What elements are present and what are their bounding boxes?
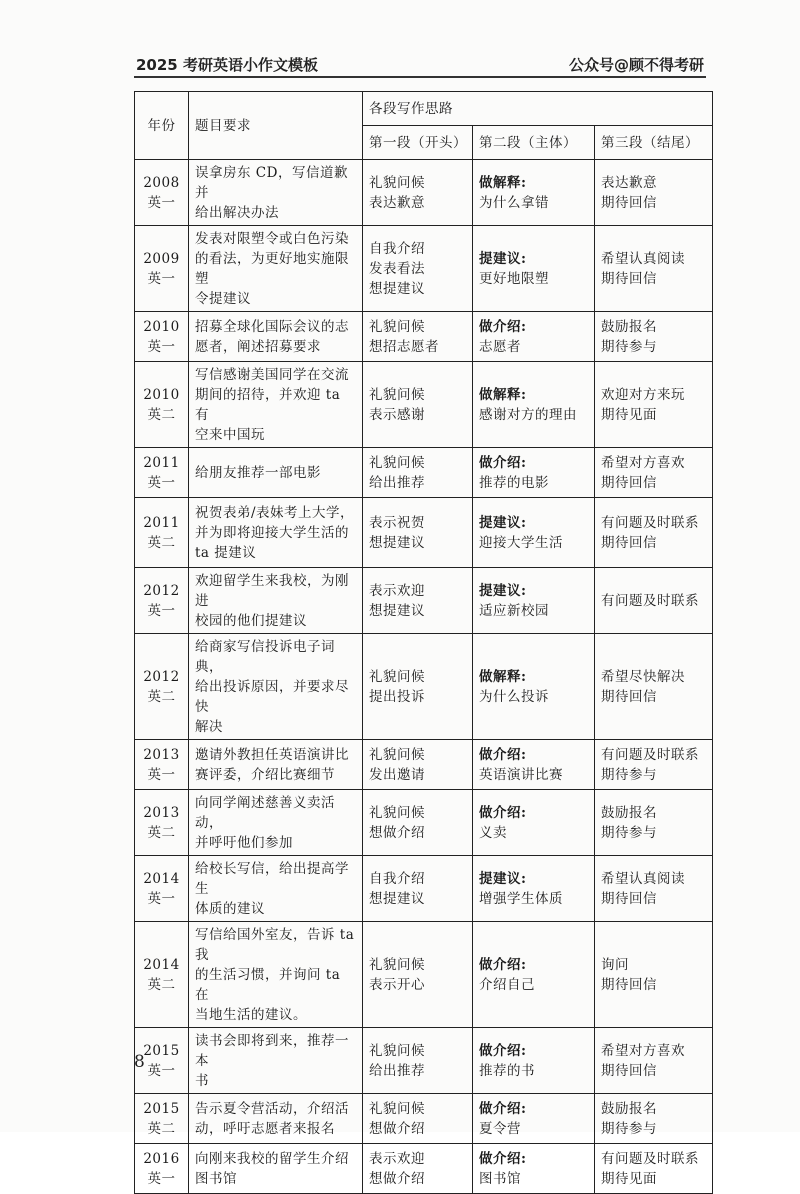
exam-type: 英二 (147, 689, 176, 705)
year-value: 2012 (143, 583, 180, 599)
paragraph-1-item: 礼貌问候 (369, 455, 425, 471)
year-value: 2010 (143, 387, 180, 403)
paragraph-1-item: 想做介绍 (369, 1121, 425, 1137)
cell-paragraph-2 (473, 448, 595, 498)
cell-year (135, 1144, 189, 1194)
paragraph-2-detail: 介绍自己 (479, 977, 535, 993)
paragraph-2-label: 提建议: (479, 515, 527, 531)
paragraph-2-label: 做介绍: (479, 319, 527, 335)
year-value: 2012 (143, 669, 180, 685)
paragraph-1-item: 礼貌问候 (369, 747, 425, 763)
paragraph-2-detail: 志愿者 (479, 339, 521, 355)
paragraph-2-label: 做解释: (479, 387, 527, 403)
paragraph-2-label: 做介绍: (479, 455, 527, 471)
cell-topic (189, 740, 363, 790)
cell-paragraph-2 (473, 1144, 595, 1194)
table-row (135, 568, 713, 634)
paragraph-3-item: 鼓励报名 (601, 319, 657, 335)
paragraph-3-item: 希望尽快解决 (601, 669, 685, 685)
cell-paragraph-3 (595, 1144, 713, 1194)
cell-paragraph-2 (473, 312, 595, 362)
cell-year (135, 160, 189, 226)
year-value: 2009 (143, 251, 180, 267)
paragraph-2-detail: 为什么拿错 (479, 195, 549, 211)
cell-year (135, 740, 189, 790)
exam-type: 英二 (147, 977, 176, 993)
paragraph-2-label: 提建议: (479, 251, 527, 267)
cell-paragraph-3 (595, 312, 713, 362)
topic-line: 当地生活的建议。 (195, 1007, 307, 1023)
cell-paragraph-2 (473, 740, 595, 790)
topic-line: 向同学阐述慈善义卖活动， (195, 795, 335, 831)
cell-paragraph-1 (363, 740, 473, 790)
exam-type: 英一 (147, 1063, 176, 1079)
table-row (135, 790, 713, 856)
paragraph-3-item: 期待参与 (601, 339, 657, 355)
year-value: 2015 (143, 1043, 180, 1059)
cell-year (135, 634, 189, 740)
cell-paragraph-3 (595, 568, 713, 634)
cell-paragraph-2 (473, 160, 595, 226)
cell-paragraph-2 (473, 1094, 595, 1144)
paragraph-3-item: 有问题及时联系 (601, 593, 699, 609)
topic-line: 的生活习惯，并询问 ta 在 (195, 967, 341, 1003)
cell-paragraph-1 (363, 362, 473, 448)
cell-paragraph-3 (595, 498, 713, 568)
paragraph-3-item: 期待回信 (601, 1063, 657, 1079)
paragraph-3-item: 欢迎对方来玩 (601, 387, 685, 403)
paragraph-1-item: 礼貌问候 (369, 669, 425, 685)
exam-type: 英一 (147, 475, 176, 491)
paragraph-3-item: 希望对方喜欢 (601, 455, 685, 471)
table-row (135, 1094, 713, 1144)
cell-paragraph-1 (363, 856, 473, 922)
cell-year (135, 226, 189, 312)
paragraph-2-detail: 为什么投诉 (479, 689, 549, 705)
cell-paragraph-1 (363, 226, 473, 312)
topic-line: 并呼吁他们参加 (195, 835, 293, 851)
year-value: 2016 (143, 1151, 180, 1167)
exam-type: 英一 (147, 767, 176, 783)
paragraph-1-item: 自我介绍 (369, 871, 425, 887)
cell-paragraph-3 (595, 160, 713, 226)
paragraph-2-label: 做介绍: (479, 1101, 527, 1117)
table-row (135, 160, 713, 226)
cell-paragraph-2 (473, 498, 595, 568)
paragraph-1-item: 礼貌问候 (369, 1101, 425, 1117)
paragraph-2-label: 做介绍: (479, 957, 527, 973)
table-row (135, 362, 713, 448)
paragraph-1-item: 想提建议 (369, 891, 425, 907)
cell-paragraph-1 (363, 448, 473, 498)
year-value: 2011 (143, 455, 180, 471)
cell-paragraph-1 (363, 1028, 473, 1094)
paragraph-3-item: 期待见面 (601, 1171, 657, 1187)
paragraph-3-item: 期待回信 (601, 977, 657, 993)
cell-paragraph-2 (473, 226, 595, 312)
topic-line: 向刚来我校的留学生介绍 (195, 1151, 349, 1167)
paragraph-2-label: 提建议: (479, 871, 527, 887)
topic-line: 给校长写信，给出提高学生 (195, 861, 349, 897)
cell-paragraph-3 (595, 226, 713, 312)
cell-topic (189, 448, 363, 498)
paragraph-1-item: 想提建议 (369, 603, 425, 619)
topic-line: 读书会即将到来，推荐一本 (195, 1033, 349, 1069)
col-header-paragraph-2: 第二段（主体） (473, 126, 595, 160)
paragraph-3-item: 希望认真阅读 (601, 871, 685, 887)
topic-line: 令提建议 (195, 291, 251, 307)
paragraph-1-item: 表示欢迎 (369, 1151, 425, 1167)
cell-topic (189, 498, 363, 568)
cell-paragraph-3 (595, 790, 713, 856)
paragraph-1-item: 表示祝贺 (369, 515, 425, 531)
paragraph-2-detail: 迎接大学生活 (479, 535, 563, 551)
cell-paragraph-1 (363, 312, 473, 362)
cell-year (135, 856, 189, 922)
table-body (135, 160, 713, 1194)
cell-topic (189, 1144, 363, 1194)
table-row (135, 226, 713, 312)
cell-paragraph-3 (595, 856, 713, 922)
exam-type: 英一 (147, 271, 176, 287)
exam-type: 英一 (147, 603, 176, 619)
paragraph-1-item: 礼貌问候 (369, 387, 425, 403)
paragraph-3-item: 询问 (601, 957, 629, 973)
cell-topic (189, 1094, 363, 1144)
cell-paragraph-3 (595, 362, 713, 448)
cell-paragraph-2 (473, 568, 595, 634)
exam-type: 英二 (147, 407, 176, 423)
exam-type: 英二 (147, 825, 176, 841)
cell-topic (189, 312, 363, 362)
topic-line: 解决 (195, 719, 223, 735)
topic-line: 发表对限塑令或白色污染 (195, 231, 349, 247)
year-value: 2014 (143, 871, 180, 887)
header-source: 公众号@顾不得考研 (568, 56, 704, 74)
topic-line: 给朋友推荐一部电影 (195, 465, 321, 481)
table-header-row-top (135, 92, 713, 126)
paragraph-2-detail: 增强学生体质 (479, 891, 563, 907)
cell-topic (189, 568, 363, 634)
paragraph-1-item: 发表看法 (369, 261, 425, 277)
exam-type: 英一 (147, 891, 176, 907)
cell-paragraph-2 (473, 634, 595, 740)
paragraph-1-item: 自我介绍 (369, 241, 425, 257)
exam-type: 英一 (147, 1171, 176, 1187)
cell-topic (189, 1028, 363, 1094)
cell-topic (189, 362, 363, 448)
topic-line: 图书馆 (195, 1171, 237, 1187)
paragraph-2-label: 做解释: (479, 175, 527, 191)
year-value: 2013 (143, 805, 180, 821)
year-value: 2014 (143, 957, 180, 973)
cell-paragraph-1 (363, 922, 473, 1028)
paragraph-2-label: 做介绍: (479, 805, 527, 821)
cell-paragraph-1 (363, 634, 473, 740)
exam-type: 英一 (147, 339, 176, 355)
paragraph-3-item: 期待回信 (601, 271, 657, 287)
paragraph-2-label: 做介绍: (479, 1151, 527, 1167)
topic-line: 动，呼吁志愿者来报名 (195, 1121, 335, 1137)
paragraph-3-item: 鼓励报名 (601, 805, 657, 821)
exam-type: 英二 (147, 535, 176, 551)
year-value: 2015 (143, 1101, 180, 1117)
table-row (135, 1144, 713, 1194)
running-header (136, 52, 704, 76)
cell-year (135, 312, 189, 362)
table-row (135, 1028, 713, 1094)
col-header-paragraph-1: 第一段（开头） (363, 126, 473, 160)
cell-year (135, 1094, 189, 1144)
table-row (135, 922, 713, 1028)
cell-topic (189, 226, 363, 312)
paragraph-2-detail: 更好地限塑 (479, 271, 549, 287)
topic-line: 赛评委，介绍比赛细节 (195, 767, 335, 783)
cell-paragraph-2 (473, 922, 595, 1028)
table-row (135, 634, 713, 740)
paragraph-1-item: 表示欢迎 (369, 583, 425, 599)
col-header-paragraph-plan: 各段写作思路 (363, 92, 713, 126)
paragraph-3-item: 期待参与 (601, 767, 657, 783)
paragraph-1-item: 想做介绍 (369, 825, 425, 841)
paragraph-1-item: 提出投诉 (369, 689, 425, 705)
topic-line: 给商家写信投诉电子词典， (195, 639, 335, 675)
cell-paragraph-1 (363, 790, 473, 856)
cell-paragraph-3 (595, 922, 713, 1028)
cell-topic (189, 160, 363, 226)
writing-outline-table (134, 91, 713, 1194)
cell-paragraph-3 (595, 1094, 713, 1144)
cell-year (135, 922, 189, 1028)
cell-paragraph-1 (363, 1094, 473, 1144)
topic-line: 校园的他们提建议 (195, 613, 307, 629)
cell-paragraph-1 (363, 160, 473, 226)
paragraph-2-label: 做介绍: (479, 747, 527, 763)
cell-topic (189, 790, 363, 856)
table-row (135, 498, 713, 568)
cell-year (135, 568, 189, 634)
cell-year (135, 448, 189, 498)
year-value: 2010 (143, 319, 180, 335)
topic-line: ta 提建议 (195, 545, 257, 561)
cell-paragraph-3 (595, 634, 713, 740)
year-value: 2011 (143, 515, 180, 531)
topic-line: 写信感谢美国同学在交流 (195, 367, 349, 383)
paragraph-2-label: 做解释: (479, 669, 527, 685)
paragraph-3-item: 期待回信 (601, 535, 657, 551)
cell-topic (189, 922, 363, 1028)
cell-paragraph-1 (363, 498, 473, 568)
table-row (135, 856, 713, 922)
exam-type: 英一 (147, 195, 176, 211)
paragraph-1-item: 礼貌问候 (369, 957, 425, 973)
topic-line: 招募全球化国际会议的志 (195, 319, 349, 335)
paragraph-1-item: 给出推荐 (369, 475, 425, 491)
paragraph-3-item: 鼓励报名 (601, 1101, 657, 1117)
col-header-year: 年份 (135, 92, 189, 160)
topic-line: 愿者，阐述招募要求 (195, 339, 321, 355)
col-header-topic: 题目要求 (189, 92, 363, 160)
paragraph-2-label: 提建议: (479, 583, 527, 599)
paragraph-2-detail: 夏令营 (479, 1121, 521, 1137)
topic-line: 欢迎留学生来我校，为刚进 (195, 573, 349, 609)
col-header-paragraph-3: 第三段（结尾） (595, 126, 713, 160)
topic-line: 的看法，为更好地实施限塑 (195, 251, 349, 287)
paragraph-1-item: 发出邀请 (369, 767, 425, 783)
topic-line: 体质的建议 (195, 901, 265, 917)
paragraph-3-item: 期待回信 (601, 891, 657, 907)
paragraph-1-item: 表示开心 (369, 977, 425, 993)
paragraph-1-item: 想提建议 (369, 281, 425, 297)
cell-paragraph-3 (595, 740, 713, 790)
cell-year (135, 498, 189, 568)
topic-line: 空来中国玩 (195, 427, 265, 443)
cell-topic (189, 856, 363, 922)
topic-line: 祝贺表弟/表妹考上大学， (195, 505, 355, 521)
cell-year (135, 362, 189, 448)
paragraph-1-item: 表达歉意 (369, 195, 425, 211)
topic-line: 期间的招待，并欢迎 ta 有 (195, 387, 341, 423)
paragraph-3-item: 期待回信 (601, 475, 657, 491)
paragraph-2-detail: 推荐的书 (479, 1063, 535, 1079)
cell-paragraph-3 (595, 1028, 713, 1094)
paragraph-3-item: 希望对方喜欢 (601, 1043, 685, 1059)
paragraph-1-item: 礼貌问候 (369, 805, 425, 821)
paragraph-3-item: 期待参与 (601, 825, 657, 841)
paragraph-3-item: 有问题及时联系 (601, 1151, 699, 1167)
paragraph-3-item: 期待见面 (601, 407, 657, 423)
topic-line: 告示夏令营活动，介绍活 (195, 1101, 349, 1117)
exam-type: 英二 (147, 1121, 176, 1137)
paragraph-3-item: 希望认真阅读 (601, 251, 685, 267)
cell-paragraph-2 (473, 790, 595, 856)
topic-line: 书 (195, 1073, 209, 1089)
paragraph-3-item: 期待回信 (601, 195, 657, 211)
table-row (135, 740, 713, 790)
paragraph-3-item: 有问题及时联系 (601, 747, 699, 763)
cell-paragraph-2 (473, 1028, 595, 1094)
header-rule (134, 76, 706, 78)
cell-paragraph-1 (363, 1144, 473, 1194)
paragraph-3-item: 表达歉意 (601, 175, 657, 191)
paragraph-1-item: 礼貌问候 (369, 319, 425, 335)
paragraph-1-item: 想做介绍 (369, 1171, 425, 1187)
paragraph-1-item: 表示感谢 (369, 407, 425, 423)
table-row (135, 312, 713, 362)
paragraph-1-item: 想提建议 (369, 535, 425, 551)
topic-line: 写信给国外室友，告诉 ta 我 (195, 927, 355, 963)
paragraph-2-detail: 适应新校园 (479, 603, 549, 619)
topic-line: 给出解决办法 (195, 205, 279, 221)
cell-topic (189, 634, 363, 740)
topic-line: 误拿房东 CD，写信道歉并 (195, 165, 348, 201)
year-value: 2013 (143, 747, 180, 763)
cell-paragraph-2 (473, 856, 595, 922)
cell-paragraph-3 (595, 448, 713, 498)
page-number: 8 (134, 1052, 145, 1072)
table-row (135, 448, 713, 498)
paragraph-2-detail: 义卖 (479, 825, 507, 841)
cell-paragraph-2 (473, 362, 595, 448)
paragraph-1-item: 给出推荐 (369, 1063, 425, 1079)
paragraph-3-item: 期待回信 (601, 689, 657, 705)
paragraph-3-item: 期待参与 (601, 1121, 657, 1137)
header-title: 2025 考研英语小作文模板 (136, 56, 318, 74)
paragraph-2-detail: 感谢对方的理由 (479, 407, 577, 423)
paragraph-2-detail: 图书馆 (479, 1171, 521, 1187)
topic-line: 邀请外教担任英语演讲比 (195, 747, 349, 763)
paragraph-1-item: 礼貌问候 (369, 175, 425, 191)
paragraph-2-label: 做介绍: (479, 1043, 527, 1059)
topic-line: 给出投诉原因，并要求尽快 (195, 679, 349, 715)
paragraph-1-item: 礼貌问候 (369, 1043, 425, 1059)
cell-year (135, 790, 189, 856)
paragraph-2-detail: 英语演讲比赛 (479, 767, 563, 783)
paragraph-3-item: 有问题及时联系 (601, 515, 699, 531)
topic-line: 并为即将迎接大学生活的 (195, 525, 349, 541)
cell-paragraph-1 (363, 568, 473, 634)
paragraph-2-detail: 推荐的电影 (479, 475, 549, 491)
paragraph-1-item: 想招志愿者 (369, 339, 439, 355)
year-value: 2008 (143, 175, 180, 191)
